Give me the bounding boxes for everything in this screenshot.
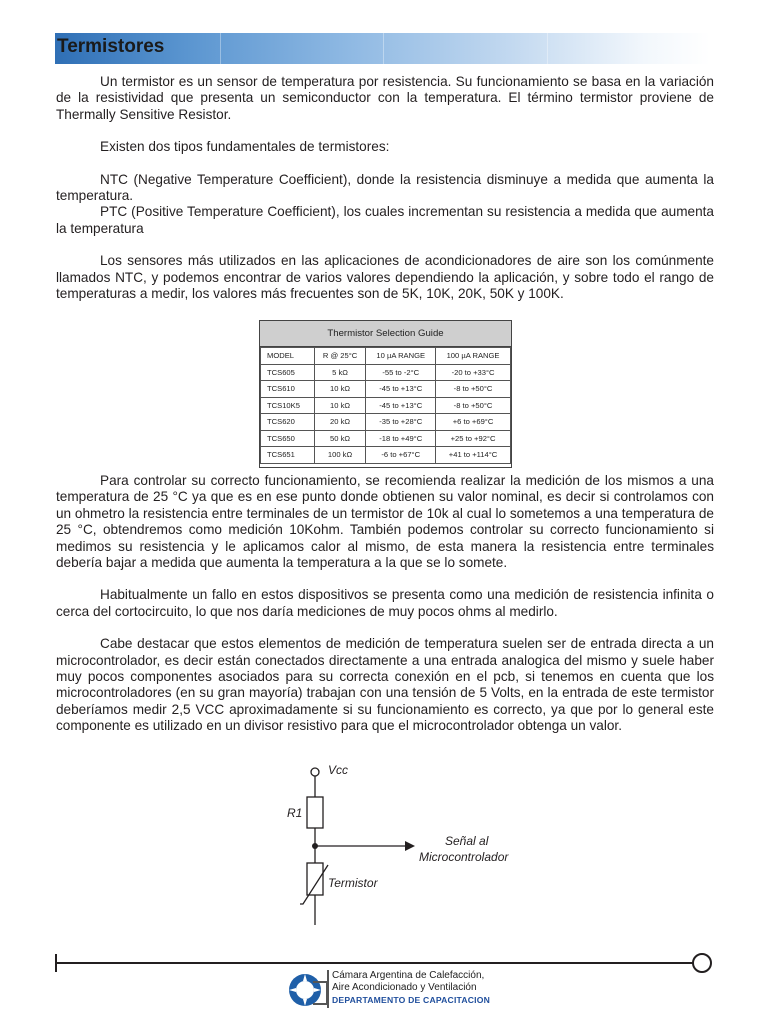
table-cell: TCS10K5 [261, 397, 315, 414]
title-bar [55, 33, 710, 64]
table-title: Thermistor Selection Guide [260, 321, 511, 347]
organization-logo [283, 968, 329, 1008]
column-header: MODEL [261, 348, 315, 365]
table-cell: TCS610 [261, 381, 315, 398]
title-bar-divider [547, 33, 548, 64]
table-row [261, 414, 511, 431]
table-cell: +25 to +92°C [436, 430, 511, 447]
arrow-right-icon [405, 841, 415, 851]
table-grid [260, 347, 511, 464]
table-cell: TCS605 [261, 364, 315, 381]
column-header: 10 µA RANGE [366, 348, 436, 365]
r1-label: R1 [287, 806, 303, 820]
title-bar-divider [220, 33, 221, 64]
thermistor-selection-table [259, 320, 512, 468]
paragraph-ptc: PTC (Positive Temperature Coefficient), los cuales incrementan su resistencia a medida que aumenta la temperatura [56, 204, 714, 236]
table-cell: -18 to +49°C [366, 430, 436, 447]
table-cell: TCS650 [261, 430, 315, 447]
table-cell: TCS651 [261, 447, 315, 464]
table-cell: 50 kΩ [314, 430, 366, 447]
table-cell: -45 to +13°C [366, 381, 436, 398]
paragraph-types-intro: Existen dos tipos fundamentales de termistores: [100, 139, 390, 155]
table-cell: 5 kΩ [314, 364, 366, 381]
paragraph-microcontroller: Cabe destacar que estos elementos de medición de temperatura suelen ser de entrada directa a un microcontrolador, es decir están conectados directamente a una entrada analogica del mismo y suele haber muy pocos componentes asociados para su correcta conexión en el pcb, si tenemos en cuenta que los microcontroladores (en su gran mayoría) trabajan con una tensión de 5 Volts, en la entrada de este termistor deberíamos medir 2,5 VCC aproximadamente si su funcionamiento es correcto, ya que por lo general este componente es utilizado en un divisor resistivo para que el microcontrolador obtenga un valor. [56, 636, 714, 734]
table-cell: -6 to +67°C [366, 447, 436, 464]
table-cell: +41 to +114°C [436, 447, 511, 464]
table-cell: -8 to +50°C [436, 381, 511, 398]
title-bar-divider [383, 33, 384, 64]
department-label: DEPARTAMENTO DE CAPACITACION [332, 995, 491, 1005]
footer-circle-icon [693, 954, 711, 972]
measurement-section [56, 473, 714, 735]
logo-divider [327, 970, 329, 1008]
table-row [261, 381, 511, 398]
column-header: R @ 25°C [314, 348, 366, 365]
paragraph-measurement: Para controlar su correcto funcionamiento, se recomienda realizar la medición de los mismos a una temperatura de 25 °C ya que es en ese punto donde obtienen su valor nominal, es decir si controlamos con un ohmetro la resistencia entre terminales de un termistor de 10k al cual lo sometemos a una temperatura de 25 °C, obtendremos como medición 10Kohm. También podemos controlar su correcto funcionamiento si medimos su resistencia y le aplicamos calor al mismo, de esta manera la resistencia entre terminales debería bajar a medida que aumenta la temperatura a la que se lo somete. [56, 473, 714, 571]
vcc-label: Vcc [328, 763, 349, 777]
paragraph-failure: Habitualmente un fallo en estos dispositivos se presenta como una medición de resistencia infinita o cerca del cortocircuito, lo que nos daría mediciones de muy pocos ohms al medirlo. [56, 587, 714, 619]
microcontroller-label: Microcontrolador [419, 850, 509, 864]
table-cell: TCS620 [261, 414, 315, 431]
voltage-divider-circuit [270, 755, 550, 930]
table-cell: -8 to +50°C [436, 397, 511, 414]
table-cell: 10 kΩ [314, 381, 366, 398]
table-cell: 100 kΩ [314, 447, 366, 464]
table-row [261, 397, 511, 414]
table-cell: -45 to +13°C [366, 397, 436, 414]
vcc-terminal-icon [311, 768, 319, 776]
table-row [261, 430, 511, 447]
org-name-line1: Cámara Argentina de Calefacción, [332, 970, 485, 981]
thermistor-icon [307, 863, 323, 895]
resistor-r1-icon [307, 797, 323, 828]
org-name-line2: Aire Acondicionado y Ventilación [332, 982, 477, 993]
table-header-row [261, 348, 511, 365]
table-cell: -55 to -2°C [366, 364, 436, 381]
paragraph-common-values: Los sensores más utilizados en las aplicaciones de acondicionadores de aire son los comúnmente llamados NTC, y podemos encontrar de varios valores dependiendo la aplicación, y sobre todo el rango de temperaturas a medir, los valores más frecuentes son de 5K, 10K, 20K, 50K y 100K. [56, 253, 714, 302]
column-header: 100 µA RANGE [436, 348, 511, 365]
table-row [261, 447, 511, 464]
thermistor-label: Termistor [328, 876, 378, 890]
signal-label: Señal al [445, 834, 489, 848]
paragraph-definition: Un termistor es un sensor de temperatura por resistencia. Su funcionamiento se basa en la variación de la resistividad que presenta un semiconductor con la temperatura. El término termistor proviene de Thermally Sensitive Resistor. [56, 74, 714, 122]
table-cell: -20 to +33°C [436, 364, 511, 381]
table-cell: +6 to +69°C [436, 414, 511, 431]
table-row [261, 364, 511, 381]
table-cell: -35 to +28°C [366, 414, 436, 431]
intro-section [56, 74, 714, 302]
table-cell: 10 kΩ [314, 397, 366, 414]
paragraph-ntc: NTC (Negative Temperature Coefficient), donde la resistencia disminuye a medida que aumenta la temperatura. [56, 171, 714, 204]
table-cell: 20 kΩ [314, 414, 366, 431]
page-title: Termistores [57, 36, 165, 57]
